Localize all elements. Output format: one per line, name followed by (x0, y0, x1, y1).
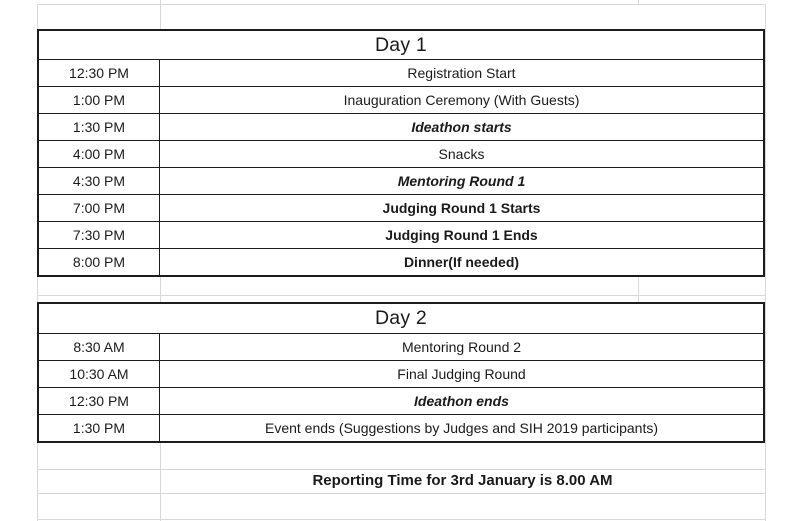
time-cell[interactable]: 1:30 PM (39, 114, 160, 140)
table-row (39, 194, 763, 221)
activity-cell[interactable]: Judging Round 1 Ends (385, 227, 538, 243)
table-row (39, 113, 763, 140)
time-cell[interactable]: 1:30 PM (39, 415, 160, 441)
activity-cell[interactable]: Snacks (438, 146, 485, 162)
activity-cell[interactable]: Final Judging Round (397, 366, 526, 382)
table-row (39, 248, 763, 275)
table-row (39, 86, 763, 113)
day2-table (37, 302, 765, 443)
day1-title: Day 1 (375, 34, 427, 56)
gridline (37, 493, 765, 494)
gridline (37, 295, 765, 296)
gridline (37, 4, 765, 5)
time-cell[interactable]: 1:00 PM (39, 87, 160, 113)
time-cell[interactable]: 12:30 PM (39, 388, 160, 414)
time-cell[interactable]: 12:30 PM (39, 60, 160, 86)
time-cell[interactable]: 8:30 AM (39, 334, 160, 360)
table-row (39, 414, 763, 441)
time-cell[interactable]: 4:00 PM (39, 141, 160, 167)
activity-cell[interactable]: Mentoring Round 2 (401, 339, 522, 355)
activity-cell[interactable]: Ideathon ends (414, 393, 509, 409)
table-row (39, 221, 763, 248)
gridline (37, 519, 765, 520)
reporting-note-cell[interactable]: Reporting Time for 3rd January is 8.00 AM (312, 472, 613, 489)
time-cell[interactable]: 7:00 PM (39, 195, 160, 221)
activity-cell[interactable]: Dinner(If needed) (403, 254, 520, 270)
time-cell[interactable]: 7:30 PM (39, 222, 160, 248)
activity-cell[interactable]: Event ends (Suggestions by Judges and SIH 2019 participants) (264, 420, 659, 436)
table-row (39, 59, 763, 86)
day1-table (37, 29, 765, 277)
table-row (39, 167, 763, 194)
gridline (765, 4, 766, 521)
activity-cell[interactable]: Ideathon starts (411, 119, 512, 135)
activity-cell[interactable]: Judging Round 1 Starts (382, 200, 541, 216)
time-cell[interactable]: 4:30 PM (39, 168, 160, 194)
time-cell[interactable]: 8:00 PM (39, 249, 160, 275)
gridline (638, 0, 639, 4)
table-row (39, 387, 763, 414)
gridline (638, 277, 639, 302)
table-row (39, 360, 763, 387)
day2-title: Day 2 (375, 307, 427, 329)
activity-cell[interactable]: Registration Start (407, 65, 516, 81)
table-row (39, 333, 763, 360)
activity-cell[interactable]: Mentoring Round 1 (397, 173, 526, 189)
activity-cell[interactable]: Inauguration Ceremony (With Guests) (343, 92, 580, 108)
time-cell[interactable]: 10:30 AM (39, 361, 160, 387)
table-row (39, 140, 763, 167)
